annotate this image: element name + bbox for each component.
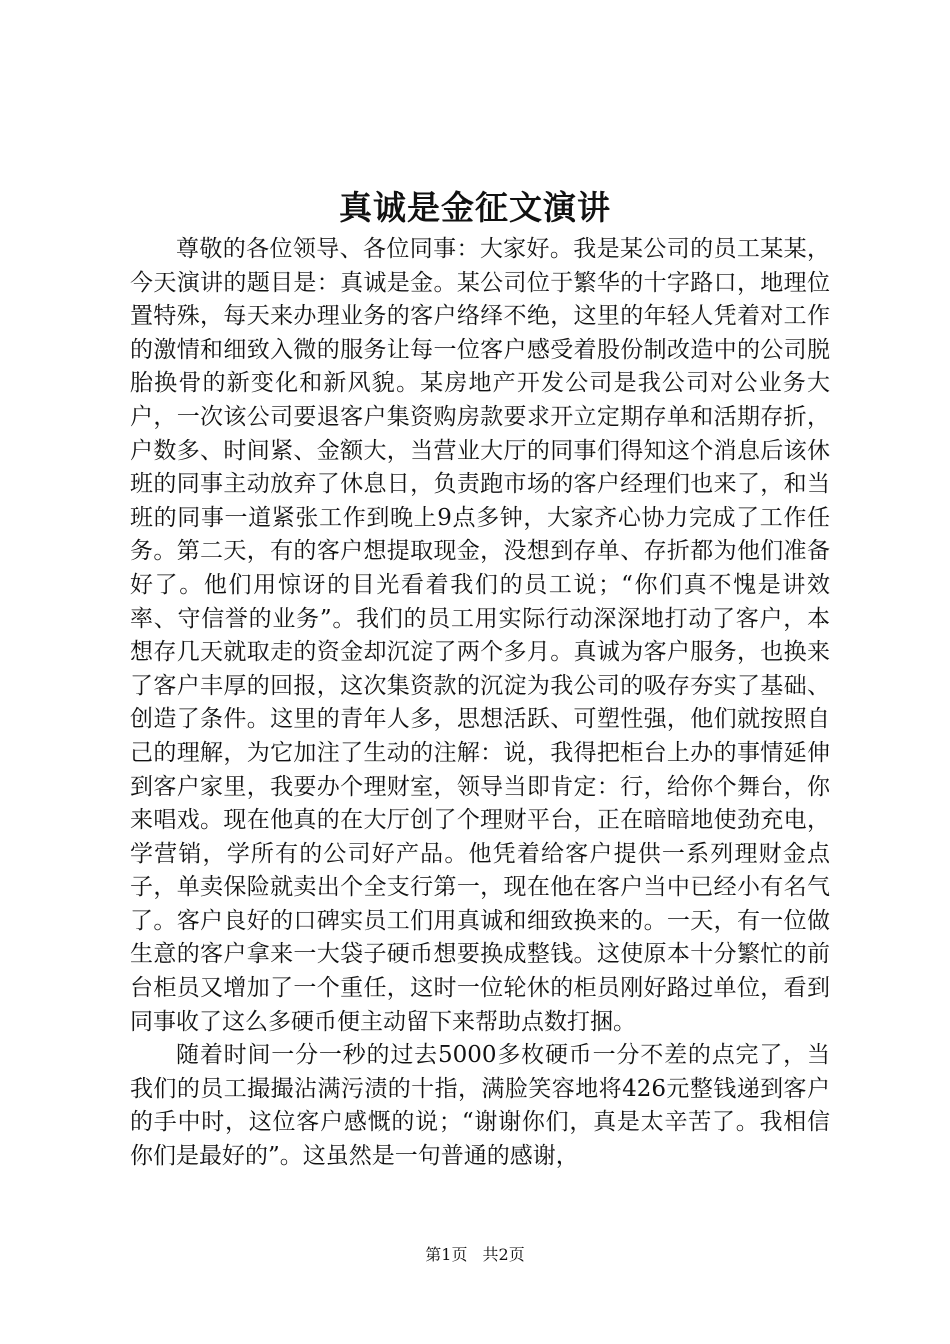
page-number: 第1页	[425, 1245, 468, 1264]
body-paragraph-1: 尊敬的各位领导、各位同事：大家好。我是某公司的员工某某，今天演讲的题目是：真诚是金。某公司位于繁华的十字路口，地理位置特殊，每天来办理业务的客户络绎不绝，这里的年轻人凭着对工作的激情和细致入微的服务让每一位客户感受着股份制改造中的公司脱胎换骨的新变化和新风貌。某房地产开发公司是我公司对公业务大户，一次该公司要退客户集资购房款要求开立定期存单和活期存折，户数多、时间紧、金额大，当营业大厅的同事们得知这个消息后该休班的同事主动放弃了休息日，负责跑市场的客户经理们也来了，和当班的同事一道紧张工作到晚上9点多钟，大家齐心协力完成了工作任务。第二天，有的客户想提取现金，没想到存单、存折都为他们准备好了。他们用惊讶的目光看着我们的员工说；“你们真不愧是讲效率、守信誉的业务”。我们的员工用实际行动深深地打动了客户，本想存几天就取走的资金却沉淀了两个多月。真诚为客户服务，也换来了客户丰厚的回报，这次集资款的沉淀为我公司的吸存夯实了基础、创造了条件。这里的青年人多，思想活跃、可塑性强，他们就按照自己的理解，为它加注了生动的注解：说，我得把柜台上办的事情延伸到客户家里，我要办个理财室，领导当即肯定：行，给你个舞台，你来唱戏。现在他真的在大厅创了个理财平台，正在暗暗地使劲充电，学营销，学所有的公司好产品。他凭着给客户提供一系列理财金点子，单卖保险就卖出个全支行第一，现在他在客户当中已经小有名气了。客户良好的口碑实员工们用真诚和细致换来的。一天，有一位做生意的客户拿来一大袋子硬币想要换成整钱。这使原本十分繁忙的前台柜员又增加了一个重任，这时一位轮休的柜员刚好路过单位，看到同事收了这么多硬币便主动留下来帮助点数打捆。	[130, 236, 830, 1035]
page-total: 共2页	[482, 1245, 525, 1264]
document-body	[130, 233, 830, 1174]
body-paragraph-2: 随着时间一分一秒的过去5000多枚硬币一分不差的点完了，当我们的员工撮撮沾满污渍的十指，满脸笑容地将426元整钱递到客户的手中时，这位客户感慨的说；“谢谢你们，真是太辛苦了。我相信你们是最好的”。这虽然是一句普通的感谢，	[130, 1042, 830, 1170]
document-title: 真诚是金征文演讲	[339, 188, 611, 227]
page-footer	[0, 1243, 950, 1267]
